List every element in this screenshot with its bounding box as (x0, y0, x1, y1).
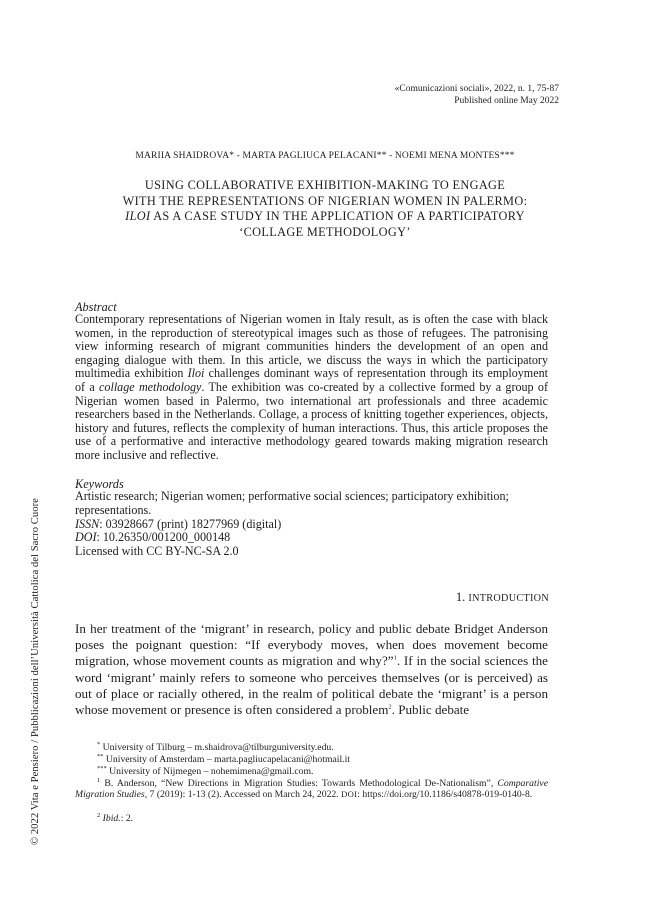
footnote-author-2 (75, 754, 548, 765)
intro-part-1: In her treatment of the ‘migrant’ in research, policy and public debate Bridget Anderson poses the poignant question: “If everybody moves, when does movement become migration, whose movement counts as migration and why?” (75, 621, 548, 669)
footnote-ref-2[interactable]: 2 (388, 703, 392, 711)
abstract-text (75, 313, 548, 463)
title-line-1: USING COLLABORATIVE EXHIBITION-MAKING TO ENGAGE (144, 178, 506, 192)
title-line-2: WITH THE REPRESENTATIONS OF NIGERIAN WOMEN IN PALERMO: (122, 193, 528, 208)
abstract-heading: Abstract (75, 300, 117, 314)
section-number: 1. (455, 590, 469, 604)
abstract-collage-methodology: collage methodology (99, 379, 202, 394)
footnote-text: , 7 (2019): 1-13 (2). Accessed on March 24, 2022. (144, 789, 342, 801)
section-title: INTRODUCTION (468, 593, 549, 604)
article-title (60, 178, 590, 240)
footnote-mark: * (97, 740, 101, 748)
footnote-author-3 (75, 766, 548, 777)
author-list: MARIIA SHAIDROVA* - MARTA PAGLIUCA PELACANI** - NOEMI MENA MONTES*** (135, 151, 515, 161)
license-line: Licensed with CC BY-NC-SA 2.0 (75, 543, 239, 558)
doi-label: DOI (75, 530, 97, 544)
abstract-part-2: challenges dominant ways of representation through its employment of a (75, 366, 548, 394)
footnote-text: University of Nijmegen – nohemimena@gmail.com. (106, 766, 314, 777)
footnote-ref-1[interactable]: 1 (393, 655, 397, 663)
abstract-iloi: Iloi (187, 366, 205, 381)
section-heading (456, 590, 549, 605)
footnote-ibid: Ibid. (102, 813, 121, 824)
journal-issue: «Comunicazioni sociali», 2022, n. 1, 75-87 (394, 84, 559, 94)
intro-part-2: . If in the social sciences the word ‘migrant’ mainly refers to someone who perceives themselves (or is perceived) as out of place or racially othered, in the realm of political debate the ‘migrant’ is a person whose movement or presence is often considered a problem (75, 653, 548, 718)
journal-citation (395, 83, 559, 107)
footnote-text: B. Anderson, “New Directions in Migration Studies: Towards Methodological De-Nationalism”, (100, 778, 498, 789)
footnote-author-1 (75, 742, 548, 753)
title-line-3 (60, 209, 590, 225)
footnote-mark: *** (97, 764, 107, 772)
footnote-text: University of Amsterdam – marta.pagliucapelacani@hotmail.it (103, 754, 350, 765)
title-iloi: ILOI (125, 209, 151, 224)
issn-label: ISSN (75, 516, 100, 531)
copyright-sidebar: © 2022 Vita e Pensiero / Pubblicazioni dell’Università Cattolica del Sacro Cuore (30, 498, 41, 845)
footnote-2 (75, 813, 548, 824)
doi-value: : 10.26350/001200_000148 (96, 530, 231, 544)
footnote-mark: 1 (97, 776, 101, 784)
footnote-mark: 2 (97, 811, 101, 819)
abstract-part-3: . The exhibition was co-created by a collective formed by a group of Nigerian women based in Palermo, two international art professionals and three academic researchers based in the Netherlands. Collage, a process of knitting together experiences, objects, history and futures, reflects the complexity of human interactions. Thus, this article proposes the use of a performative and interactive methodology geared towards making migration research more inclusive and reflective. (75, 379, 548, 462)
title-line-3-rest: AS A CASE STUDY IN THE APPLICATION OF A PARTICIPATORY (150, 209, 525, 224)
keywords-list: Artistic research; Nigerian women; performative social sciences; participatory exhibition; representations. (75, 489, 509, 517)
footnote-doi-url[interactable]: : https://doi.org/10.1186/s40878-019-0140-8. (357, 789, 533, 801)
footnote-text: : 2. (120, 813, 134, 824)
keywords-heading: Keywords (75, 477, 124, 491)
intro-part-3: . Public debate (391, 702, 470, 718)
introduction-paragraph (75, 621, 548, 718)
doi-line (75, 531, 548, 545)
title-line-4: ‘COLLAGE METHODOLOGY’ (239, 224, 411, 239)
footnote-doi-label: DOI (341, 789, 358, 800)
footnote-text: University of Tilburg – m.shaidrova@tilburguniversity.edu. (100, 742, 334, 753)
footnote-1 (75, 778, 548, 801)
issn-value: : 03928667 (print) 18277969 (digital) (99, 516, 282, 531)
footnote-journal-title: Comparative Migration Studies (75, 778, 548, 801)
abstract-part-1: Contemporary representations of Nigerian women in Italy result, as is often the case with black women, in the reproduction of stereotypical images such as those of refugees. The patronising view informing research of migrant communities hinders the development of an open and engaging dialogue with them. In this article, we discuss the ways in which the participatory multimedia exhibition (75, 312, 548, 381)
footnote-mark: ** (97, 752, 104, 760)
publication-date: Published online May 2022 (454, 96, 559, 106)
